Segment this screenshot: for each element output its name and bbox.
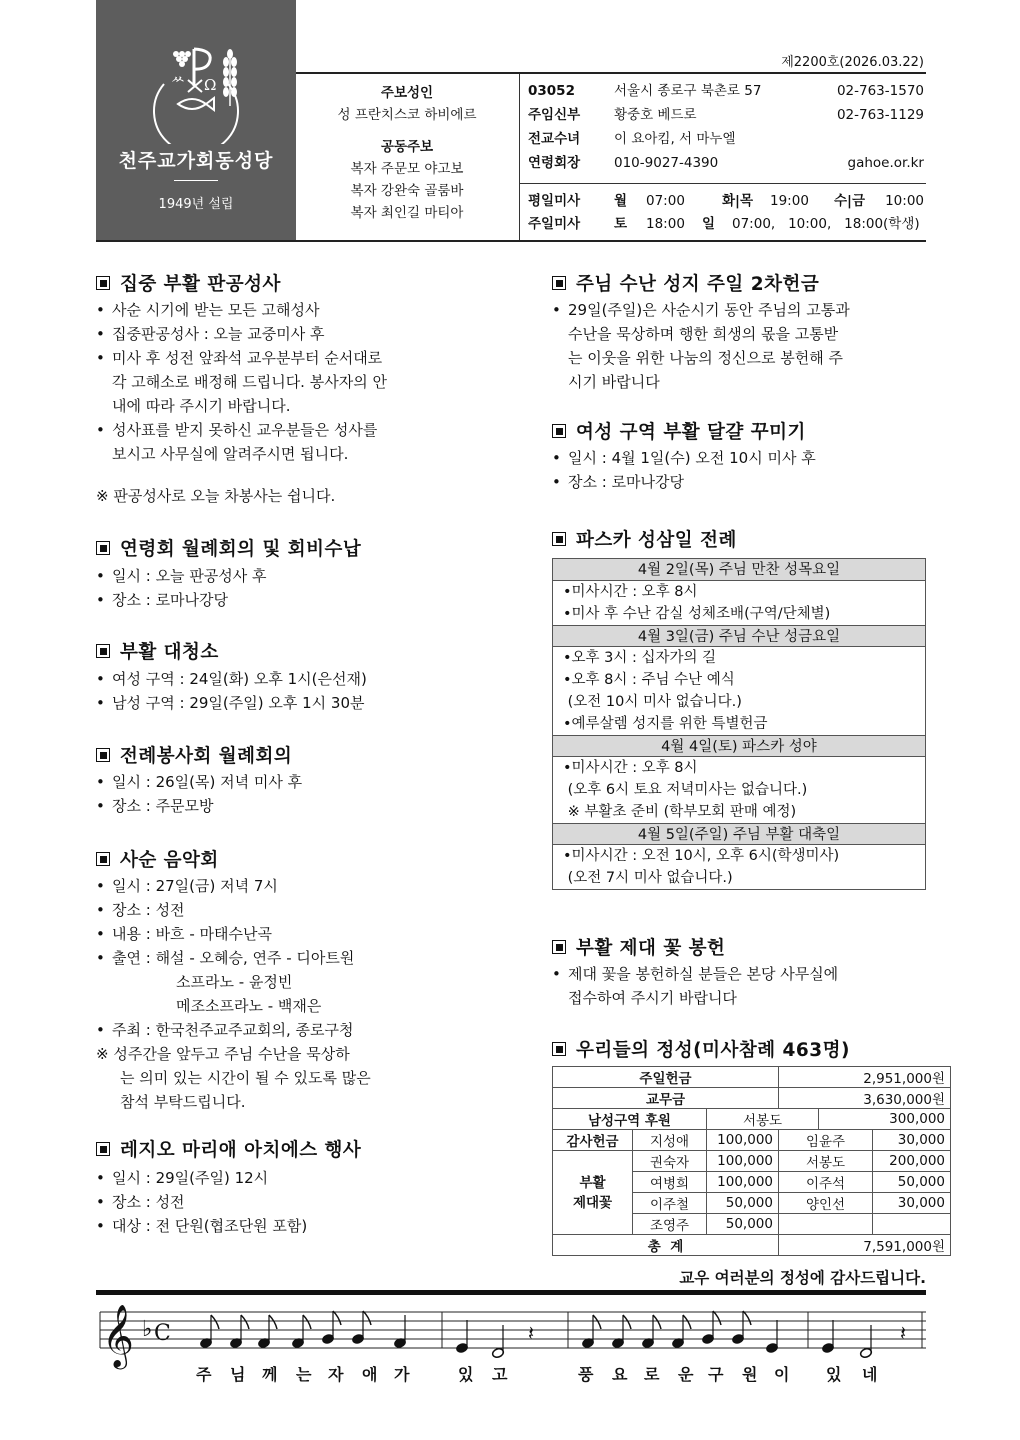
dues-label: 교무금: [553, 1088, 779, 1109]
donor-amount: 200,000: [873, 1151, 951, 1172]
triduum-line: (오후 6시 토요 저녁미사는 없습니다.): [563, 782, 808, 798]
founded-year: 1949년 설립: [158, 197, 234, 212]
triduum-line: •미사시간 : 오후 8시: [563, 584, 698, 600]
heading-confession: 집중 부활 판공성사: [96, 270, 281, 296]
lyric-syllable: 고: [492, 1365, 508, 1384]
triduum-table: [552, 558, 926, 890]
concert-note-3: 참석 부탁드립니다.: [120, 1093, 246, 1111]
brand-divider: [174, 180, 218, 181]
sisters-names: 이 요아킴, 서 마누엘: [614, 131, 736, 147]
address-row: [528, 80, 924, 102]
weekday-wf-day: 수|금: [834, 193, 866, 209]
note-flag: [653, 1315, 661, 1329]
donor-name: 이주철: [633, 1193, 707, 1214]
donor-amount: 100,000: [707, 1172, 779, 1193]
header-top-rule: [296, 72, 926, 74]
lyrics-line: [96, 1362, 926, 1392]
sunday-mass-row: [528, 213, 924, 235]
donor-amount: [873, 1214, 951, 1235]
svg-text:Ω: Ω: [204, 76, 217, 94]
triduum-line: •미사 후 수난 감실 성체조배(구역/단체별): [563, 606, 831, 622]
concert-note-2: 는 의미 있는 시간이 될 수 있도록 많은: [120, 1069, 371, 1087]
section-bullet-icon: [552, 532, 566, 546]
section-bullet-icon: [552, 940, 566, 954]
thanks-offering-label: 감사헌금: [553, 1130, 633, 1151]
lyric-syllable: 구: [708, 1365, 724, 1384]
elders-row: [528, 152, 924, 174]
triduum-line: •오후 3시 : 십자가의 길: [563, 650, 717, 666]
men-support-label: 남성구역 후원: [553, 1109, 707, 1130]
donor-name: 이주석: [779, 1172, 873, 1193]
header-mid-rule: [520, 183, 926, 184]
heading-elders-meeting: 연령회 월례회의 및 회비수납: [96, 535, 361, 561]
lyric-syllable: 이: [774, 1365, 790, 1384]
table-row: [553, 1151, 951, 1172]
note-flag: [241, 1315, 249, 1329]
total-amount: 7,591,000원: [779, 1235, 951, 1256]
lyric-syllable: 요: [612, 1365, 628, 1384]
men-support-name: 서봉도: [707, 1109, 819, 1130]
patron-block: [300, 82, 514, 224]
note-flag: [713, 1311, 721, 1325]
table-row: [553, 1067, 951, 1088]
brand-panel: [96, 0, 296, 240]
donor-amount: 100,000: [707, 1130, 779, 1151]
patron-name: 성 프란치스코 하비에르: [337, 107, 477, 123]
sunday-sat-day: 토: [614, 216, 628, 232]
website-link[interactable]: gahoe.or.kr: [847, 155, 924, 171]
heading-legio-acies: 레지오 마리애 아치에스 행사: [96, 1136, 361, 1162]
lyric-syllable: 있: [826, 1365, 842, 1384]
heading-cleaning: 부활 대청소: [96, 638, 219, 664]
triduum-line: •미사시간 : 오후 8시: [563, 760, 698, 776]
heading-palm-sunday-collection: 주님 수난 성지 주일 2차헌금: [552, 270, 819, 296]
flat-icon: ♭: [142, 1317, 153, 1342]
pastor-name: 황중호 베드로: [614, 107, 697, 123]
thanks-message: 교우 여러분의 정성에 감사드립니다.: [679, 1269, 926, 1287]
weekday-tt-day: 화|목: [722, 193, 754, 209]
note-flag: [593, 1315, 601, 1329]
lyric-syllable: 주: [196, 1365, 212, 1384]
table-row: [553, 1235, 951, 1256]
note-flag: [303, 1315, 311, 1329]
issue-number: 제2200호(2026.03.22): [781, 55, 924, 70]
triduum-line: •오후 8시 : 주님 수난 예식: [563, 672, 735, 688]
sisters-label: 전교수녀: [528, 131, 581, 147]
triduum-line: (오전 10시 미사 없습니다.): [563, 694, 742, 710]
section-bullet-icon: [552, 276, 566, 290]
note-flag: [333, 1311, 341, 1325]
rest-icon: 𝄽: [528, 1321, 535, 1345]
section-bullet-icon: [96, 644, 110, 658]
sunday-sun-day: 일: [702, 216, 716, 232]
sunday-mass-label: 주일미사: [528, 216, 581, 232]
donor-amount: 100,000: [707, 1151, 779, 1172]
sunday-offering-label: 주일헌금: [553, 1067, 779, 1088]
copatron-label: 공동주보: [380, 139, 434, 155]
lyric-syllable: 께: [262, 1365, 278, 1384]
address: 서울시 종로구 북촌로 57: [614, 83, 762, 99]
sunday-sun-times: 07:00, 10:00, 18:00(학생): [732, 216, 920, 232]
patron-label: 주보성인: [380, 85, 434, 101]
donor-amount: 50,000: [707, 1214, 779, 1235]
triduum-day-thursday: 4월 2일(목) 주님 만찬 성목요일: [553, 559, 925, 581]
triduum-line: ※ 부활초 준비 (학부모회 판매 예정): [563, 804, 797, 820]
heading-altar-flowers: 부활 제대 꽃 봉헌: [552, 934, 725, 960]
concert-note-1: ※ 성주간을 앞두고 주님 수난을 묵상하: [96, 1045, 350, 1063]
sisters-row: [528, 128, 924, 150]
note-flag: [743, 1311, 751, 1325]
donor-name: 양인선: [779, 1193, 873, 1214]
music-top-bar: [96, 1290, 926, 1295]
section-bullet-icon: [96, 276, 110, 290]
lyric-syllable: 애: [362, 1365, 378, 1384]
table-row: [553, 1130, 951, 1151]
heading-liturgy-meeting: 전례봉사회 월례회의: [96, 742, 292, 768]
lyric-syllable: 는: [296, 1365, 312, 1384]
elders-label: 연령회장: [528, 155, 581, 171]
lyric-syllable: 운: [678, 1365, 694, 1384]
easter-flower-label: 부활 제대꽃: [553, 1151, 633, 1235]
donor-name: 권숙자: [633, 1151, 707, 1172]
common-time-icon: C: [154, 1321, 171, 1346]
heading-offerings: 우리들의 정성(미사참례 463명): [552, 1036, 850, 1062]
lyric-syllable: 님: [230, 1365, 246, 1384]
triduum-day-saturday: 4월 4일(토) 파스카 성야: [553, 735, 925, 757]
church-logo-icon: [146, 44, 246, 144]
table-row: [553, 1088, 951, 1109]
triduum-day-friday: 4월 3일(금) 주님 수난 성금요일: [553, 625, 925, 647]
header-bottom-rule: [96, 240, 926, 242]
treble-clef-icon: 𝄞: [102, 1304, 134, 1367]
note-flag: [211, 1315, 219, 1329]
header-divider: [519, 74, 520, 240]
phone-office: 02-763-1129: [836, 107, 924, 123]
weekday-mon-time: 07:00: [646, 193, 685, 209]
table-row: [553, 1109, 951, 1130]
donor-name: 서봉도: [779, 1151, 873, 1172]
section-bullet-icon: [96, 852, 110, 866]
section-bullet-icon: [96, 1142, 110, 1156]
lyric-syllable: 가: [394, 1365, 410, 1384]
section-bullet-icon: [96, 748, 110, 762]
svg-text:ᄊ: ᄊ: [170, 75, 186, 94]
weekday-wf-time: 10:00: [885, 193, 924, 209]
weekday-tt-time: 19:00: [770, 193, 809, 209]
offerings-table: [552, 1066, 951, 1256]
section-bullet-icon: [552, 1042, 566, 1056]
men-support-amount: 300,000: [819, 1109, 951, 1130]
donor-name: 임윤주: [779, 1130, 873, 1151]
donor-name: 여병희: [633, 1172, 707, 1193]
donor-name: 지성애: [633, 1130, 707, 1151]
donor-amount: 30,000: [873, 1130, 951, 1151]
sunday-sat-time: 18:00: [646, 216, 685, 232]
weekday-mon-day: 월: [614, 193, 628, 209]
postal-code: 03052: [528, 83, 575, 99]
heading-egg-decorating: 여성 구역 부활 달걀 꾸미기: [552, 418, 806, 444]
section-bullet-icon: [96, 541, 110, 555]
triduum-line: •예루살렘 성지를 위한 특별헌금: [563, 716, 768, 732]
weekday-mass-label: 평일미사: [528, 193, 581, 209]
sunday-offering-amount: 2,951,000원: [779, 1067, 951, 1088]
section-bullet-icon: [552, 424, 566, 438]
note-flag: [623, 1315, 631, 1329]
lyric-syllable: 있: [458, 1365, 474, 1384]
triduum-line: •미사시간 : 오전 10시, 오후 6시(학생미사): [563, 848, 840, 864]
concert-performer-3: 메조소프라노 - 백재은: [176, 997, 322, 1015]
triduum-day-sunday: 4월 5일(주일) 주님 부활 대축일: [553, 823, 925, 845]
lyric-syllable: 네: [862, 1365, 878, 1384]
donor-amount: 50,000: [707, 1193, 779, 1214]
copatron-3: 복자 최인길 마티아: [350, 205, 464, 221]
copatron-2: 복자 강완숙 골룸바: [350, 183, 464, 199]
note-flag: [683, 1315, 691, 1329]
church-name: 천주교가회동성당: [118, 150, 274, 172]
weekday-mass-row: [528, 190, 924, 212]
confession-note: ※ 판공성사로 오늘 차봉사는 쉽니다.: [96, 487, 336, 505]
lyric-syllable: 로: [644, 1365, 660, 1384]
donor-name: 조영주: [633, 1214, 707, 1235]
donor-amount: 50,000: [873, 1172, 951, 1193]
pastor-label: 주임신부: [528, 107, 581, 123]
pastor-row: [528, 104, 924, 126]
heading-concert: 사순 음악회: [96, 846, 219, 872]
lyric-syllable: 원: [742, 1365, 758, 1384]
donor-amount: 30,000: [873, 1193, 951, 1214]
concert-performer-2: 소프라노 - 윤정빈: [176, 973, 293, 991]
melody-notes: [199, 1311, 906, 1359]
copatron-1: 복자 주문모 야고보: [350, 161, 464, 177]
lyric-syllable: 풍: [578, 1365, 594, 1384]
lyric-syllable: 자: [328, 1365, 344, 1384]
triduum-line: (오전 7시 미사 없습니다.): [563, 870, 733, 886]
note-flag: [269, 1315, 277, 1329]
heading-triduum: 파스카 성삼일 전례: [552, 526, 737, 552]
elders-phone: 010-9027-4390: [614, 155, 719, 171]
phone-main: 02-763-1570: [836, 83, 924, 99]
total-label: 총 계: [553, 1235, 779, 1256]
donor-name: [779, 1214, 873, 1235]
rest-icon: 𝄽: [900, 1321, 907, 1345]
note-flag: [363, 1311, 371, 1325]
dues-amount: 3,630,000원: [779, 1088, 951, 1109]
